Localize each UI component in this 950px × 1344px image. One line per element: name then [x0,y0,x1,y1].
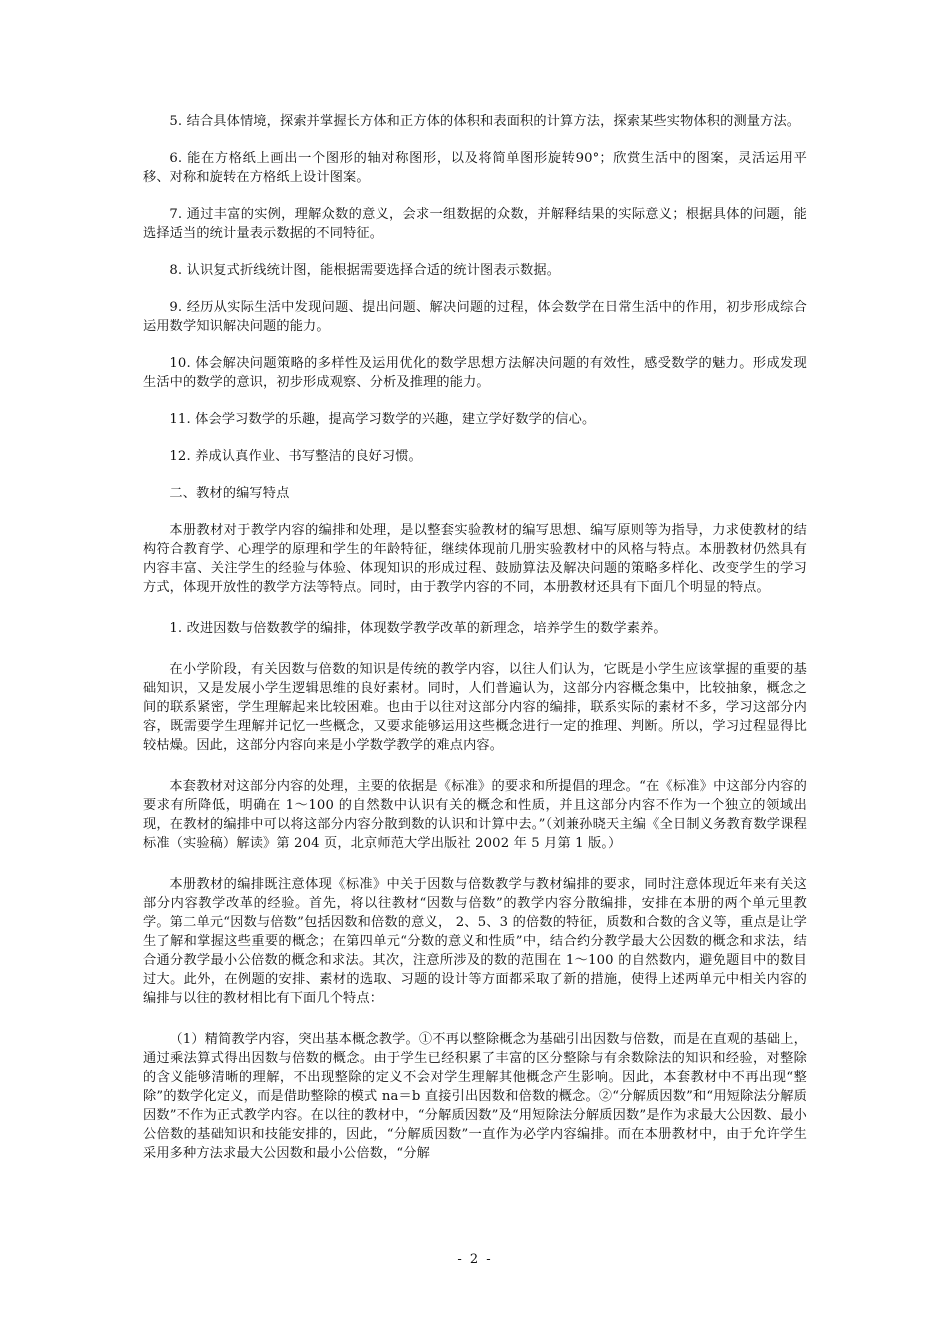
standard-quote-paragraph: 本套教材对这部分内容的处理，主要的依据是《标准》的要求和所提倡的理念。“在《标准》中这部分内容的要求有所降低，明确在 1～100 的自然数中认识有关的概念和性质，并且这部分内容不作为一个独立的领域出现，在教材的编排中可以将这部分内容分散到数的认识和计算中去。”（刘兼孙晓天主编《全日制义务教育数学课程标准（实验稿）解读》第 204 页，北京师范大学出版社 2002 年 5 月第 1 版。） [143,779,807,851]
section-heading: 二、教材的编写特点 [169,486,290,501]
objective-6-paragraph: 6. 能在方格纸上画出一个图形的轴对称图形，以及将简单图形旋转90°；欣赏生活中的图案，灵活运用平移、对称和旋转在方格纸上设计图案。 [143,151,807,185]
arrangement-paragraph: 本册教材的编排既注意体现《标准》中关于因数与倍数教学与教材编排的要求，同时注意体现近年来有关这部分内容教学改革的经验。首先，将以往教材“因数与倍数”的教学内容分散编排，安排在本册的两个单元里教学。第二单元“因数与倍数”包括因数和倍数的意义， 2、5、3 的倍数的特征，质数和合数的含义等，重点是让学生了解和掌握这些重要的概念；在第四单元“分数的意义和性质”中，结合约分教学最大公因数的概念和求法，结合通分教学最小公倍数的概念和求法。其次，注意所涉及的数的范围在 1～100 的自然数内，避免题目中的数目过大。此外，在例题的安排、素材的选取、习题的设计等方面都采取了新的措施，使得上述两单元中相关内容的编排与以往的教材相比有下面几个特点： [143,877,807,1006]
objective-12-paragraph: 12. 养成认真作业、书写整洁的良好习惯。 [169,449,422,464]
intro-paragraph: 本册教材对于教学内容的编排和处理，是以整套实验教材的编写思想、编写原则等为指导，力求使教材的结构符合教育学、心理学的原理和学生的年龄特征，继续体现前几册实验教材中的风格与特点。本册教材仍然具有内容丰富、关注学生的经验与体验、体现知识的形成过程、鼓励算法及解决问题的策略多样化、改变学生的学习方式，体现开放性的教学方法等特点。同时，由于教学内容的不同，本册教材还具有下面几个明显的特点。 [143,523,807,595]
objective-7-paragraph: 7. 通过丰富的实例，理解众数的意义，会求一组数据的众数，并解释结果的实际意义；根据具体的问题，能选择适当的统计量表示数据的不同特征。 [143,207,807,241]
objective-11-paragraph: 11. 体会学习数学的乐趣，提高学习数学的兴趣，建立学好数学的信心。 [169,412,596,427]
document-body [143,112,807,1181]
background-paragraph: 在小学阶段，有关因数与倍数的知识是传统的教学内容，以往人们认为，它既是小学生应该掌握的重要的基础知识，又是发展小学生逻辑思维的良好素材。同时，人们普遍认为，这部分内容概念集中，比较抽象，概念之间的联系紧密，学生理解起来比较困难。也由于以往对这部分内容的编排，联系实际的素材不多，学习这部分内容，既需要学生理解并记忆一些概念，又要求能够运用这些概念进行一定的推理、判断。所以，学习过程显得比较枯燥。因此，这部分内容向来是小学数学教学的难点内容。 [143,662,807,753]
objective-9-paragraph: 9. 经历从实际生活中发现问题、提出问题、解决问题的过程，体会数学在日常生活中的作用，初步形成综合运用数学知识解决问题的能力。 [143,300,807,334]
objective-5-paragraph: 5. 结合具体情境，探索并掌握长方体和正方体的体积和表面积的计算方法，探索某些实物体积的测量方法。 [169,114,801,129]
objective-8-paragraph: 8. 认识复式折线统计图，能根据需要选择合适的统计图表示数据。 [169,263,561,278]
page-number: - 2 - [457,1252,493,1267]
feature-1-heading: 1. 改进因数与倍数教学的编排，体现数学教学改革的新理念，培养学生的数学素养。 [169,621,667,636]
point-1-paragraph: （1）精简教学内容，突出基本概念教学。①不再以整除概念为基础引出因数与倍数，而是在直观的基础上，通过乘法算式得出因数与倍数的概念。由于学生已经积累了丰富的区分整除与有余数除法的知识和经验，对整除的含义能够清晰的理解，不出现整除的定义不会对学生理解其他概念产生影响。因此，本套教材中不再出现“整除”的数学化定义，而是借助整除的模式 na＝b 直接引出因数和倍数的概念。②“分解质因数”和“用短除法分解质因数”不作为正式教学内容。在以往的教材中，“分解质因数”及“用短除法分解质因数”是作为求最大公因数、最小公倍数的基础知识和技能安排的，因此，“分解质因数”一直作为必学内容编排。而在本册教材中，由于允许学生采用多种方法求最大公因数和最小公倍数，“分解 [143,1032,807,1161]
objective-10-paragraph: 10. 体会解决问题策略的多样性及运用优化的数学思想方法解决问题的有效性，感受数学的魅力。形成发现生活中的数学的意识，初步形成观察、分析及推理的能力。 [143,356,807,390]
